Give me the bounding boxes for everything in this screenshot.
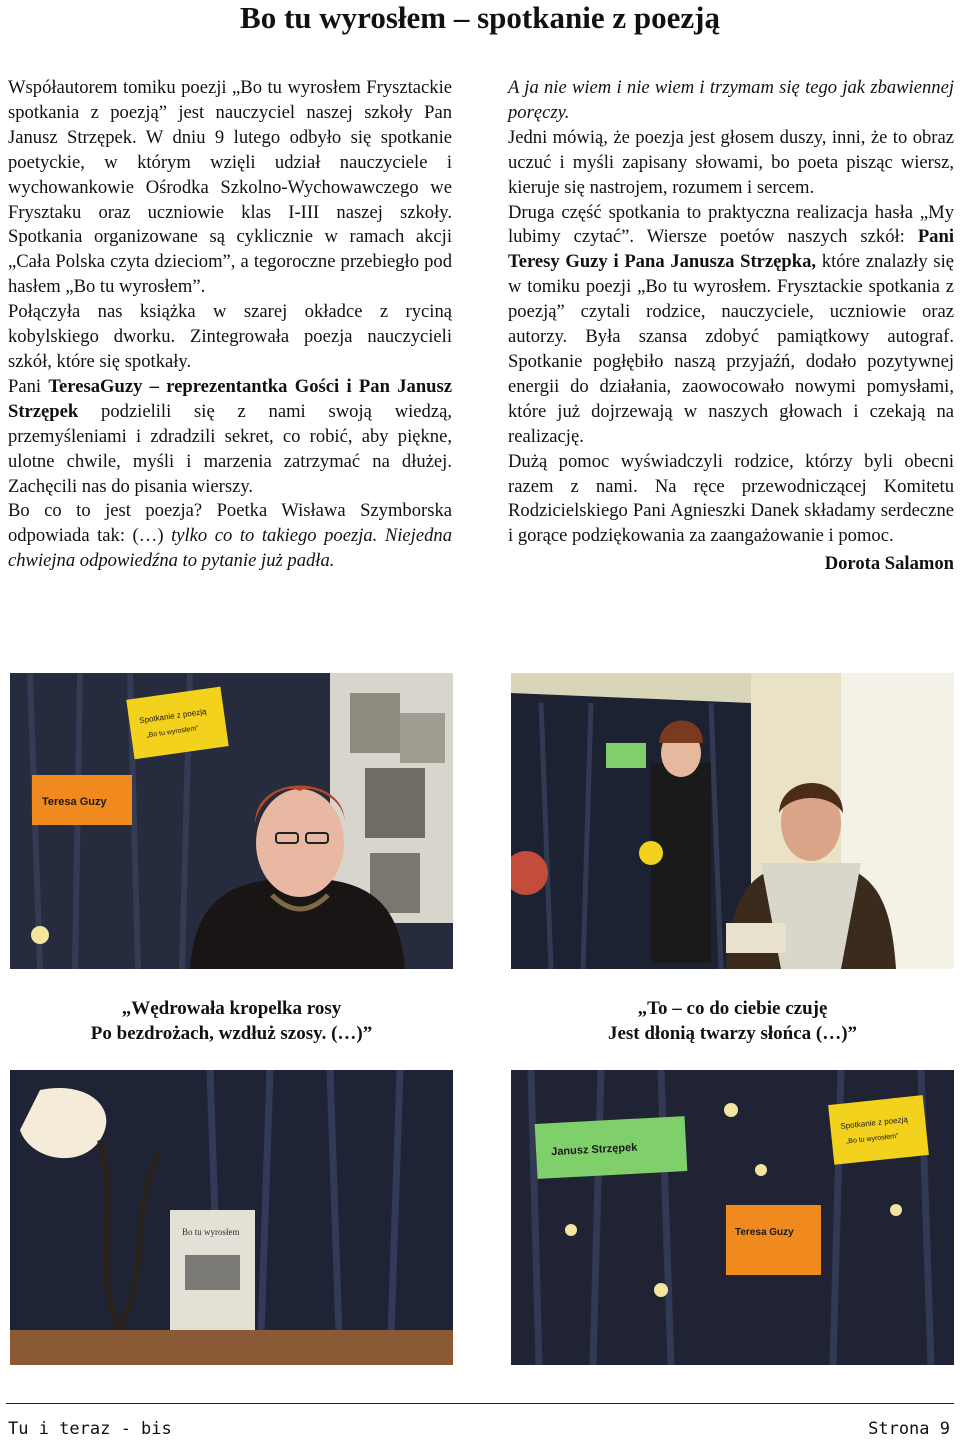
- footer-publication: Tu i teraz - bis: [8, 1419, 172, 1439]
- author-signature: Dorota Salamon: [824, 553, 954, 575]
- paragraph: Bo co to jest poezja? Poetka Wisława Szymborska odpowiada tak: (…) tylko co to takiego poezja. Niejedna chwiejna odpowiedźna to pytanie już padła.: [8, 500, 452, 572]
- paragraph: Jedni mówią, że poezja jest głosem duszy, inni, że to obraz uczuć i myśli zapisany słowami, bo poeta pisząc wiersz, kieruje się nastrojem, rozumem i sercem.: [508, 126, 954, 198]
- paragraph: A ja nie wiem i nie wiem i trzymam się tego jak zbawiennej poręczy.: [508, 77, 954, 123]
- paragraph: Współautorem tomiku poezji „Bo tu wyrosłem Frysztackie spotkania z poezją” jest nauczyciel naszej szkoły Pan Janusz Strzępek. W dniu 9 lutego odbyło się spotkanie poetyckie, w którym wzięli udział nauczyciele i wychowankowie Ośrodka Szkolno-Wychowawczego we Frysztaku oraz uczniowie klas I-III naszej szkoły. Spotkania organizowane są cyklicznie w ramach akcji „Cała Polska czyta dzieciom”, a tegoroczne przebiegło pod hasłem „Bo tu wyrosłem”.: [8, 77, 452, 298]
- article-right-column: [508, 76, 954, 577]
- photo-illustration: [10, 673, 453, 969]
- photo-illustration: [511, 673, 954, 969]
- footer-rule: [6, 1403, 954, 1404]
- name-sign: Teresa Guzy: [735, 1227, 794, 1238]
- footer-page-number: Strona 9: [868, 1419, 950, 1439]
- paragraph: Pani TeresaGuzy – reprezentantka Gości i Pan Janusz Strzępek podzielili się z nami swoją wiedzą, przemyśleniami i zdradzili sekret, co robić, aby piękne, ulotne chwile, myśli i marzenia zatrzymać na dłużej. Zachęcili nas do pisania wierszy.: [8, 375, 452, 497]
- caption-line: „To – co do ciebie czuję: [637, 998, 828, 1019]
- caption-line: Po bezdrożach, wzdłuż szosy. (…)”: [90, 1023, 373, 1044]
- paragraph: Dużą pomoc wyświadczyli rodzice, którzy byli obecni razem z nami. Na ręce przewodniczącej Komitetu Rodzicielskiego Pani Agnieszki Danek składamy serdeczne i gorące podziękowania za zaangażowanie i pomoc.: [508, 450, 954, 547]
- name-sign: Janusz Strzępek: [550, 1141, 638, 1159]
- book-title: Bo tu wyrosłem: [182, 1227, 240, 1237]
- paragraph: Druga część spotkania to praktyczna realizacja hasła „My lubimy czytać”. Wiersze poetów naszych szkół: Pani Teresy Guzy i Pana Janusza Strzępka, które znalazły się w tomiku poezji „Bo tu wyrosłem. Frysztackie spotkania z poezją” czytali rodzice, nauczyciele, uczniowie oraz autorzy. Była szansa zdobyć pamiątkowy autograf. Spotkanie pogłębiło naszą przyjaźń, dodało pozytywnej energii do działania, zaowocowało nowymi pomysłami, które już dojrzewają w naszych głowach i czekają na realizację.: [508, 201, 954, 447]
- sign-subtitle: „Bo tu wyrosłem”: [845, 1132, 899, 1146]
- photo-book-and-lamp: [10, 1070, 453, 1365]
- name-sign: Teresa Guzy: [42, 796, 107, 808]
- photo-reading-scene: [511, 673, 954, 969]
- photo-curtain-signs: [511, 1070, 954, 1365]
- article-left-column: [8, 76, 452, 574]
- photo-caption-left: [10, 996, 453, 1046]
- sign-title: Spotkanie z poezją: [839, 1114, 909, 1131]
- caption-line: Jest dłonią twarzy słońca (…)”: [607, 1023, 858, 1044]
- photo-teresa-guzy: [10, 673, 453, 969]
- photo-caption-right: [511, 996, 954, 1046]
- sign-title: Spotkanie z poezją: [138, 706, 207, 726]
- photo-illustration: [511, 1070, 954, 1365]
- sign-subtitle: „Bo tu wyrosłem”: [146, 725, 199, 740]
- page-title: Bo tu wyrosłem – spotkanie z poezją: [240, 0, 720, 35]
- paragraph: Połączyła nas książka w szarej okładce z ryciną kobylskiego dworku. Zintegrowała poezja nauczycieli szkół, które się spotkały.: [8, 301, 452, 372]
- photo-illustration: [10, 1070, 453, 1365]
- caption-line: „Wędrowała kropelka rosy: [121, 998, 342, 1019]
